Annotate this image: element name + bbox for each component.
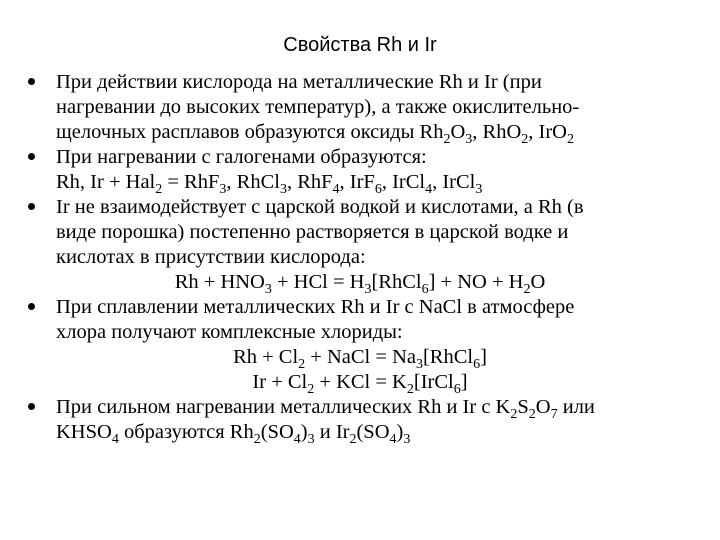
line: виде порошка) постепенно растворяется в царской водке и: [56, 221, 569, 243]
bullet-icon: [28, 295, 48, 320]
line: кислотах в присутствии кислорода:: [56, 246, 366, 268]
equation-rh-dissolution: $Rh + HNO_3$ + HCl = $H_3[RhCl_6]$ + NO + $H_2O$: [174, 271, 546, 297]
line: нагревании до высоких температур), а также окислительно-: [56, 96, 580, 118]
line: При действии кислорода на металлические Rh и Ir (при: [56, 71, 542, 93]
line: При сплавлении металлических Rh и Ir с NaCl в атмосфере: [56, 296, 575, 318]
bullet-halogens: [28, 145, 692, 195]
line: $KHSO_4$ образуются $Rh_2(SO_4)_3$ и $Ir_2(SO_4)_3$: [56, 421, 411, 447]
bullet-chloride-fusion: [28, 295, 692, 345]
bullet-icon: [28, 395, 48, 420]
formula-halides: Rh, Ir + Hal$_2$ = RhF$_3$, RhCl$_3$, RhF$_4$, IrF$_6$, IrCl$_4$, IrCl$_3$: [56, 171, 483, 197]
line: При нагревании с галогенами образуются:: [56, 146, 427, 168]
bullet-icon: [28, 195, 48, 220]
equation-ir-chloride: $Ir + Cl_2$ + KCl = $K_2[IrCl_6]$: [252, 371, 468, 397]
line: хлора получают комплексные хлориды:: [56, 321, 403, 343]
bullet-icon: [28, 70, 48, 95]
bullet-oxides: [28, 70, 692, 145]
equation-rh-chloride: $Rh + Cl_2$ + NaCl = $Na_3[RhCl_6]$: [233, 346, 487, 372]
bullet-sulfates: [28, 395, 692, 445]
line: щелочных расплавов образуются оксиды $Rh_2O_3$, RhO$_2$, IrO$_2$: [56, 121, 574, 147]
line: Ir не взаимодействует с царской водкой и кислотами, а Rh (в: [56, 196, 584, 218]
slide-title: Свойства Rh и Ir: [283, 34, 437, 56]
bullet-aqua-regia: [28, 195, 692, 270]
bullet-icon: [28, 145, 48, 170]
slide-body: [28, 70, 692, 445]
line: При сильном нагревании металлических Rh и Ir с $K_2S_2O_7$ или: [56, 396, 595, 422]
